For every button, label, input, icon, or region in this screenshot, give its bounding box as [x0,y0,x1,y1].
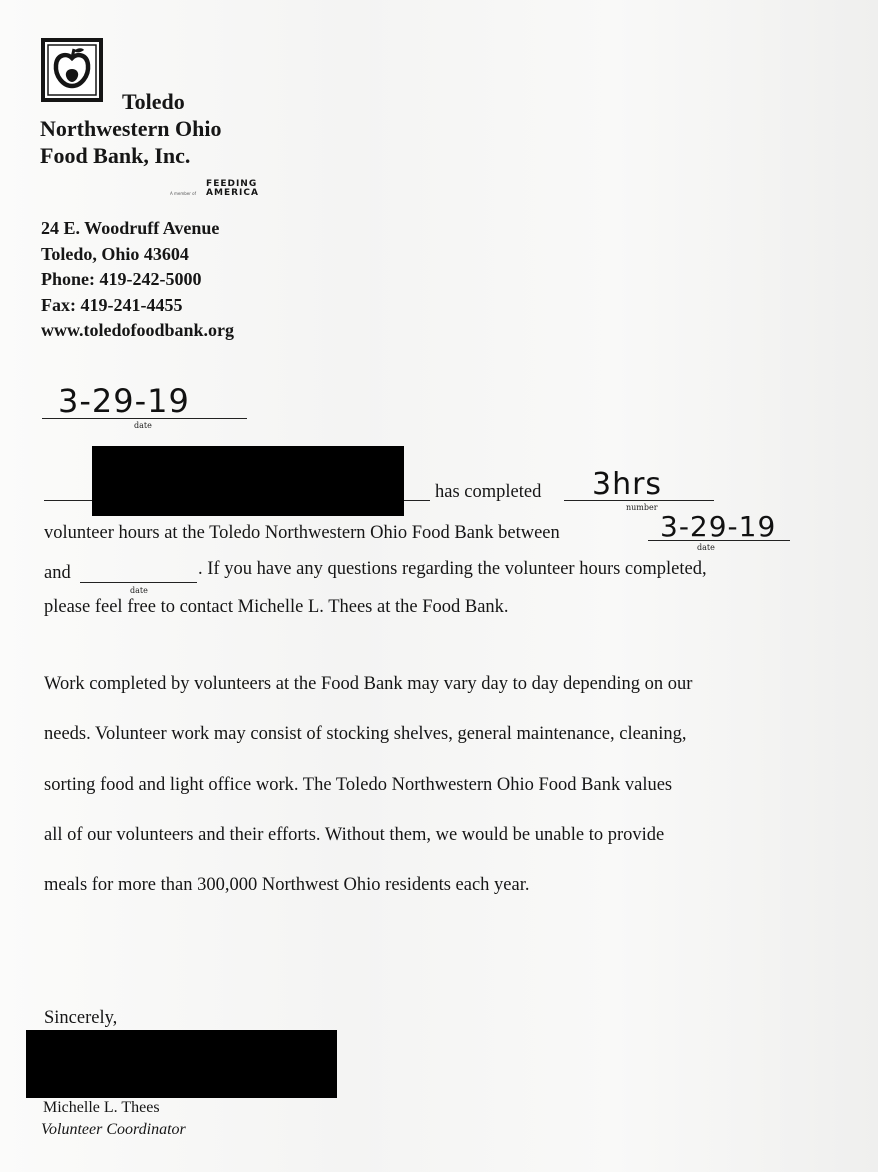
street-address: 24 E. Woodruff Avenue [41,218,220,238]
form-line-3: . If you have any questions regarding the volunteer hours completed, [198,559,707,579]
org-name-line-1: Toledo [122,89,185,114]
has-completed-text: has completed [435,482,542,502]
paragraph-line-3: sorting food and light office work. The Toledo Northwestern Ohio Food Bank values [44,775,673,795]
salutation: Sincerely, [44,1008,118,1028]
paragraph-line-2: needs. Volunteer work may consist of stocking shelves, general maintenance, cleaning, [44,724,687,744]
end-date-caption: date [130,586,148,595]
signer-title: Volunteer Coordinator [41,1121,186,1138]
feeding-america-logo [170,180,259,200]
phone-number: Phone: 419-242-5000 [41,269,202,289]
end-date-line [80,562,197,583]
city-state-zip: Toledo, Ohio 43604 [41,243,189,264]
date-caption: date [134,421,152,430]
handwritten-start-date: 3-29-19 [660,510,777,543]
org-name-line-3: Food Bank, Inc. [40,143,191,168]
member-of-text: A member of [170,191,197,196]
fax-number: Fax: 419-241-4455 [41,294,183,315]
form-line-2: volunteer hours at the Toledo Northwestern Ohio Food Bank between [44,523,560,543]
form-line-4: please feel free to contact Michelle L. Thees at the Food Bank. [44,597,509,617]
paragraph-line-5: meals for more than 300,000 Northwest Ohio residents each year. [44,875,530,895]
paragraph-line-4: all of our volunteers and their efforts. Without them, we would be unable to provide [44,825,665,845]
start-date-caption: date [697,543,715,552]
handwritten-date: 3-29-19 [58,382,190,420]
paragraph-line-1: Work completed by volunteers at the Food Bank may vary day to day depending on our [44,674,693,694]
feeding-text: FEEDING [206,179,258,189]
website: www.toledofoodbank.org [41,320,235,340]
number-caption: number [626,503,658,512]
redacted-signature [26,1030,337,1098]
address-block [41,216,234,344]
signer-name: Michelle L. Thees [43,1099,160,1116]
organization-name [40,88,221,169]
handwritten-hours: 3hrs [592,467,663,502]
america-text: AMERICA [206,188,259,198]
redacted-volunteer-name [92,446,404,516]
and-text: and [44,563,71,583]
org-name-line-2: Northwestern Ohio [40,116,222,141]
